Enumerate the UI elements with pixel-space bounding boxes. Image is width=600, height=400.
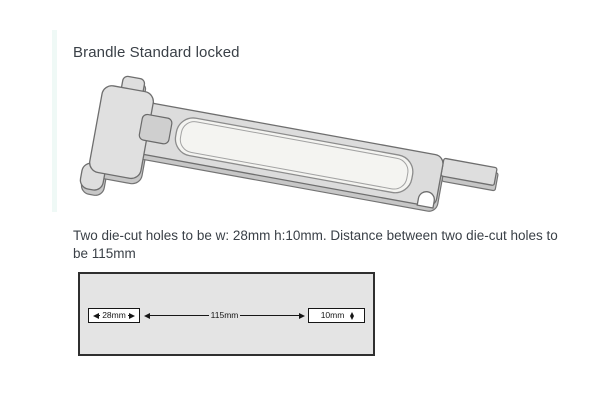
dimension-line [149,315,209,316]
page-title: Brandle Standard locked [73,44,240,61]
hole-height-label: 10mm [320,310,345,321]
distance-dimension [141,308,308,323]
dimension-line [240,315,300,316]
arrow-right-icon [299,313,308,319]
distance-label: 115mm [210,310,239,321]
left-accent-line [52,30,57,212]
hole-width-box [88,308,140,323]
vertical-double-arrow-icon [350,310,354,322]
hole-height-box [308,308,365,323]
hole-width-label: 28mm [102,310,126,321]
arrow-right-icon [129,313,138,319]
description-text: Two die-cut holes to be w: 28mm h:10mm. Distance between two die-cut holes to be 115mm [73,228,558,261]
bracket-illustration [72,74,502,214]
lock-slot [138,114,172,145]
dimension-diagram [78,272,375,356]
